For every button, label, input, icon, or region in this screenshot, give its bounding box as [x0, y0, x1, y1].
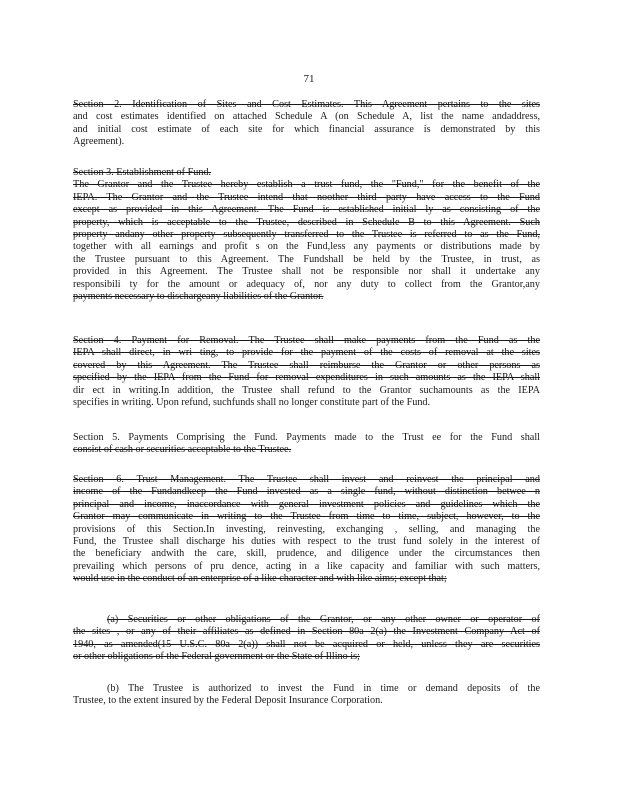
struck-text: property andany other property subsequently transferred to the Trustee is referred to as the Fund, — [73, 228, 540, 240]
struck-text: Grantor may communicate in writing to the Trustee from time to time, subject, however, to the — [73, 511, 540, 523]
text-line — [73, 99, 540, 111]
section-4 — [73, 335, 540, 409]
text-line — [73, 136, 540, 148]
struck-text: IEPA. The Grantor and the Trustee intend that noother third party have access to the Fund — [73, 191, 540, 203]
section-6b — [73, 683, 540, 708]
struck-text: would use in the conduct of an enterprise of a like character and with like aims; except that; — [73, 573, 447, 585]
text-line — [73, 626, 540, 638]
text-line — [73, 111, 540, 123]
text-line — [73, 167, 540, 179]
text-line — [73, 499, 540, 511]
struck-text: or other obligations of the Federal government or the State of Illino is; — [73, 651, 360, 663]
line-text: the beneficiary andwith the care, skill, prudence, and diligence under the circumstances then — [73, 548, 540, 560]
struck-text: except as provided in this Agreement. The Fund is established initial ly as consisting of the — [73, 204, 540, 216]
line-text: Fund, the Trustee shall discharge his duties with respect to the trust fund solely in the interest of — [73, 535, 540, 547]
line-text: the Trustee pursuant to this Agreement. The Fundshall be held by the Trustee, in trust, as — [73, 253, 540, 265]
struck-text: Section 3. Establishment of Fund. — [73, 167, 212, 178]
text-line — [73, 204, 540, 216]
text-line — [73, 548, 540, 560]
text-line — [73, 347, 540, 359]
text-line — [73, 639, 540, 651]
struck-text: principal and income, inaccordance with general investment policies and guidelines which the — [73, 498, 540, 510]
text-line — [73, 511, 540, 523]
struck-text: the sites , or any of their affiliates as defined in Section 80a 2(a) the Investment Company Act of — [73, 626, 540, 638]
text-line — [73, 474, 540, 486]
struck-text: The Grantor and the Trustee hereby establish a trust fund, the "Fund," for the benefit of the — [73, 179, 540, 191]
struck-text: Section 6. Trust Management. The Trustee shall invest and reinvest the principal and — [73, 474, 540, 485]
line-text: (b) The Trustee is authorized to invest the Fund in time or demand deposits of the — [107, 683, 540, 694]
line-text: specifies in writing. Upon refund, suchfunds shall no longer constitute part of the Fund. — [73, 396, 431, 408]
line-text: provided in this Agreement. The Trustee shall not be responsible nor shall it undertake any — [73, 266, 540, 278]
text-line — [73, 444, 540, 456]
text-line — [73, 229, 540, 241]
struck-text: Section 4. Payment for Removal. The Trustee shall make payments from the Fund as the — [73, 335, 540, 346]
text-line — [73, 486, 540, 498]
struck-text: income of the Fundandkeep the Fund invested as a single fund, without distinction betwee n — [73, 486, 540, 498]
line-text: Section 5. Payments Comprising the Fund. Payments made to the Trust ee for the Fund shall — [73, 432, 540, 443]
struck-text: property, which is acceptable to the Trustee, described in Schedule B to this Agreement. Such — [73, 216, 540, 228]
section-6 — [73, 474, 540, 586]
struck-text: consist of cash or securities acceptable to the Trustee. — [73, 444, 292, 456]
line-text: Trustee, to the extent insured by the Federal Deposit Insurance Corporation. — [73, 695, 383, 707]
text-line — [73, 651, 540, 663]
text-line — [73, 372, 540, 384]
text-line — [73, 192, 540, 204]
text-line — [73, 432, 540, 444]
text-line — [73, 561, 540, 573]
text-line — [73, 291, 540, 303]
line-text: and initial cost estimate of each site for which financial assurance is demonstrated by this — [73, 123, 540, 135]
line-text: responsibili ty for the amount or adequacy of, nor any duty to collect from the Grantor,any — [73, 278, 540, 290]
line-text: dir ect in writing.In addition, the Trustee shall refund to the Grantor suchamounts as the IEPA — [73, 384, 540, 396]
text-line — [73, 614, 540, 626]
struck-text: payments necessary to dischargeany liabilities of the Grantor. — [73, 290, 324, 302]
line-text: prevailing which persons of pru dence, acting in a like capacity and familiar with such matters, — [73, 560, 540, 572]
section-5 — [73, 432, 540, 457]
text-line — [73, 397, 540, 409]
line-text: Agreement). — [73, 136, 125, 148]
struck-text: Section 2. Identification of Sites and Cost Estimates. This Agreement pertains to the sites — [73, 99, 540, 110]
text-line — [73, 385, 540, 397]
struck-text: specified by the IEPA from the Fund for removal expenditures in such amounts as the IEPA shall — [73, 372, 540, 384]
text-line — [73, 695, 540, 707]
text-line — [73, 536, 540, 548]
line-text: and cost estimates identified on attached Schedule A (on Schedule A, list the name andaddress, — [73, 111, 540, 123]
struck-text: 1940, as amended(15 U.S.C. 80a 2(a)) shall not be acquired or held, unless they are securities — [73, 638, 540, 650]
text-line — [73, 241, 540, 253]
section-6a — [73, 614, 540, 664]
text-line — [73, 360, 540, 372]
struck-text: covered by this Agreement. The Trustee shall reimburse the Grantor or other persons as — [73, 359, 540, 371]
text-line — [73, 179, 540, 191]
line-text: provisions of this Section.In investing, reinvesting, exchanging , selling, and managing the — [73, 523, 540, 535]
section-2 — [73, 99, 540, 149]
text-line — [73, 683, 540, 695]
text-line — [73, 524, 540, 536]
text-line — [73, 266, 540, 278]
text-line — [73, 217, 540, 229]
page-number: 71 — [303, 73, 315, 85]
line-text: together with all earnings and profit s on the Fund,less any payments or distributions made by — [73, 241, 540, 253]
struck-text: IEPA shall direct, in wri ting, to provide for the payment of the costs of removal at the sites — [73, 347, 540, 359]
text-line — [73, 124, 540, 136]
struck-text: (a) Securities or other obligations of the Grantor, or any other owner or operator of — [107, 614, 540, 625]
text-line — [73, 254, 540, 266]
section-3 — [73, 167, 540, 303]
text-line — [73, 279, 540, 291]
text-line — [73, 573, 540, 585]
text-line — [73, 335, 540, 347]
